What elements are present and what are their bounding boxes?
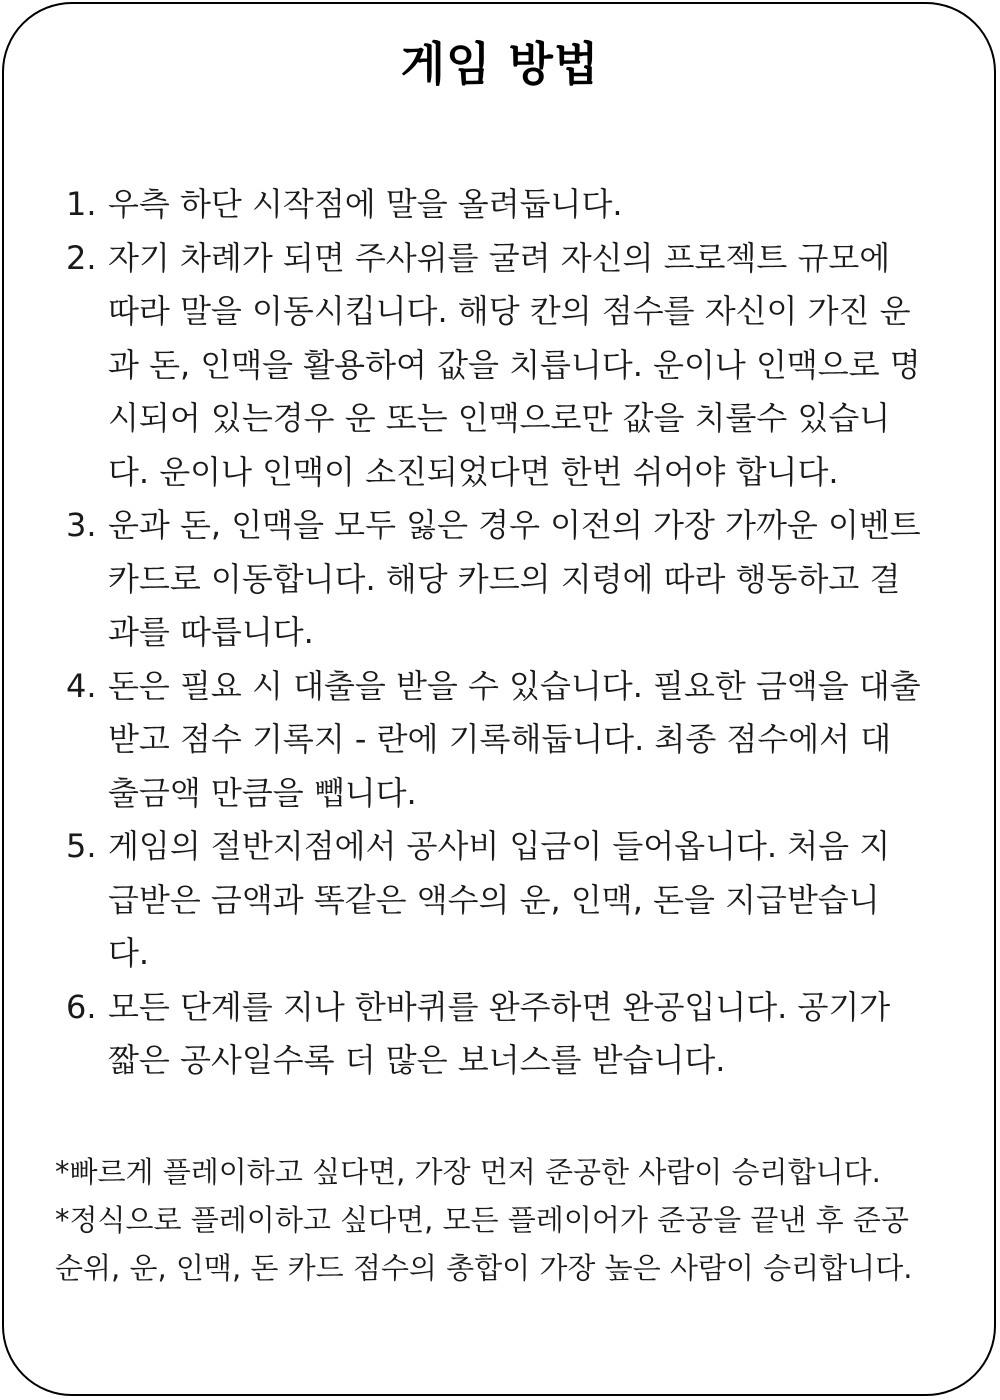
rule-line: 급받은 금액과 똑같은 액수의 운, 인맥, 돈을 지급받습니 xyxy=(108,880,880,919)
rule-number: 1. xyxy=(66,185,97,223)
rule-number: 6. xyxy=(66,987,97,1026)
footnote xyxy=(55,1148,955,1196)
rule-text xyxy=(108,660,960,821)
rule-line: 돈은 필요 시 대출을 받을 수 있습니다. 필요한 금액을 대출 xyxy=(108,666,921,705)
rule-line: 카드로 이동합니다. 해당 카드의 지령에 따라 행동하고 결 xyxy=(108,559,901,598)
rule-line: 운과 돈, 인맥을 모두 잃은 경우 이전의 가장 가까운 이벤트 xyxy=(108,506,921,544)
rule-line: 짧은 공사일수록 더 많은 보너스를 받습니다. xyxy=(108,1041,726,1079)
rule-item xyxy=(60,981,960,1088)
rule-item xyxy=(60,178,960,232)
rule-item xyxy=(60,499,960,660)
rule-line: 게임의 절반지점에서 공사비 입금이 들어옵니다. 처음 지 xyxy=(108,827,891,865)
rule-text xyxy=(108,232,960,500)
rule-text xyxy=(108,499,960,660)
rule-line: 받고 점수 기록지 - 란에 기록해둡니다. 최종 점수에서 대 xyxy=(108,720,892,758)
rule-line: 자기 차례가 되면 주사위를 굴려 자신의 프로젝트 규모에 xyxy=(108,238,891,277)
footnote-line: *빠르게 플레이하고 싶다면, 가장 먼저 준공한 사람이 승리합니다. xyxy=(55,1155,881,1189)
rule-line: 우측 하단 시작점에 말을 올려둡니다. xyxy=(108,185,623,223)
rule-number: 2. xyxy=(66,238,97,277)
rule-line: 다. 운이나 인맥이 소진되었다면 한번 쉬어야 합니다. xyxy=(108,452,839,491)
footnote xyxy=(55,1196,955,1292)
rule-text xyxy=(108,178,960,232)
rule-number: 3. xyxy=(66,506,97,544)
rule-line: 모든 단계를 지나 한바퀴를 완주하면 완공입니다. 공기가 xyxy=(108,987,891,1026)
rule-item xyxy=(60,820,960,981)
rule-line: 시되어 있는경우 운 또는 인맥으로만 값을 치룰수 있습니 xyxy=(108,399,891,437)
rule-number: 5. xyxy=(66,827,97,865)
rule-line: 과 돈, 인맥을 활용하여 값을 치릅니다. 운이나 인맥으로 명 xyxy=(108,345,921,384)
footnotes xyxy=(55,1148,955,1292)
rule-line: 과를 따릅니다. xyxy=(108,613,314,651)
page-title: 게임 방법 xyxy=(400,37,600,91)
footnote-line: 순위, 운, 인맥, 돈 카드 점수의 총합이 가장 높은 사람이 승리합니다. xyxy=(55,1251,913,1285)
rule-line: 따라 말을 이동시킵니다. 해당 칸의 점수를 자신이 가진 운 xyxy=(108,292,911,330)
rule-text xyxy=(108,820,960,981)
rule-item xyxy=(60,232,960,500)
rule-item xyxy=(60,660,960,821)
footnote-line: *정식으로 플레이하고 싶다면, 모든 플레이어가 준공을 끝낸 후 준공 xyxy=(55,1203,909,1237)
rule-line: 출금액 만큼을 뺍니다. xyxy=(108,773,417,812)
rules-list xyxy=(60,178,960,1088)
rule-line: 다. xyxy=(108,934,150,972)
rule-text xyxy=(108,981,960,1088)
rule-number: 4. xyxy=(66,666,97,705)
